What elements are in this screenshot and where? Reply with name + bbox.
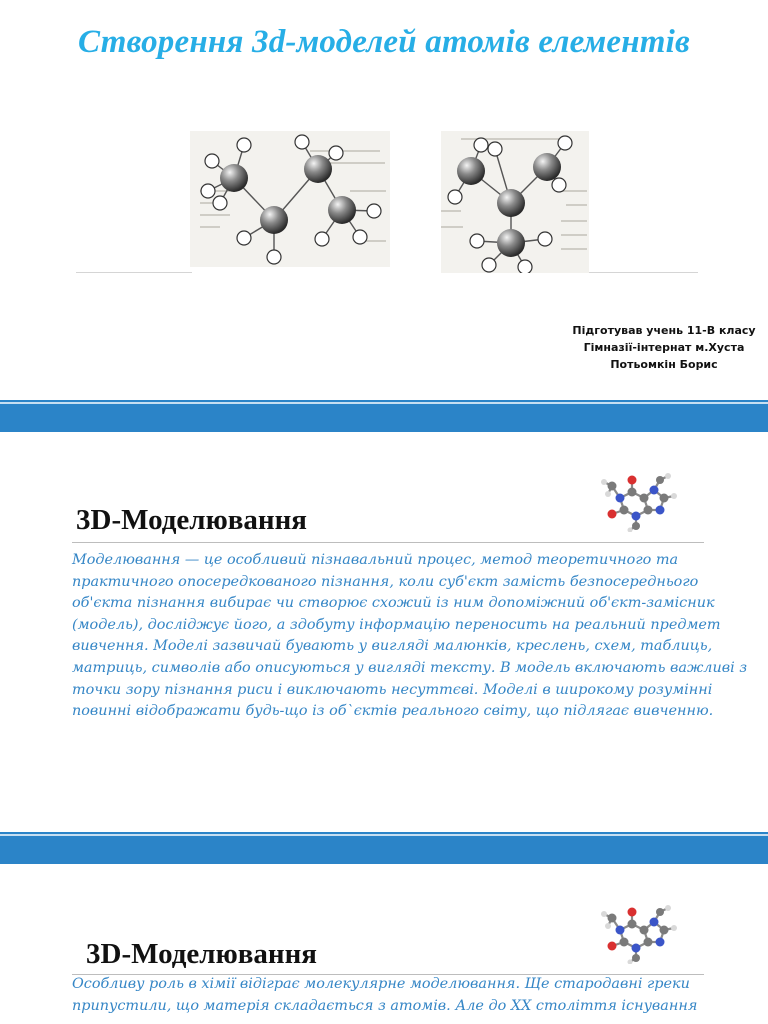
section-body-text-2: Особливу роль в хімії відіграє молекулярне моделювання. Ще стародавні греки припустили, що матерія складається з атомів. Але до XX століття існування (72, 976, 698, 1014)
content-slide-2 (0, 864, 768, 1024)
section-heading: 3D-Моделювання (76, 504, 307, 536)
slide-separator-band-2 (0, 832, 768, 864)
band-highlight-2 (0, 834, 768, 836)
content-slide-1 (0, 432, 768, 832)
caffeine-molecule-icon (596, 468, 680, 532)
title-slide (0, 0, 768, 400)
author-line-3: Потьомкін Борис (610, 358, 718, 371)
heading-rule (72, 542, 704, 543)
divider-left (76, 272, 192, 273)
divider-right (588, 272, 698, 273)
caffeine-molecule-icon-2 (596, 900, 680, 964)
section-heading-2: 3D-Моделювання (86, 938, 317, 970)
scanned-page-texture-icon (441, 131, 589, 273)
band-highlight (0, 402, 768, 404)
author-line-2: Гімназії-інтернат м.Хуста (583, 341, 745, 354)
section-body-text: Моделювання — це особливий пізнавальний процес, метод теоретичного та практичного опосередкованого пізнання, коли суб'єкт замість безпосереднього об'єкта пізнання вибирає чи створює схожий із ним допоміжний об'єкт-замісник (модель), досліджує його, а здобуту інформацію переносить на реальний предмет вивчення. Моделі зазвичай бувають у вигляді малюнків, креслень, схем, таблиць, матриць, символів або описуються у вигляді тексту. В модель включають важливі з точки зору пізнання риси і виключають несуттєві. Моделі в широкому розумінні повинні відображати будь-що із об`єктів реального світу, що підлягає вивченню. (72, 552, 748, 720)
scanned-page-texture-icon (190, 131, 390, 267)
author-line-1: Підготував учень 11-В класу (572, 324, 756, 337)
slide-title: Створення 3d-моделей атомів елементів (78, 24, 690, 60)
author-block (560, 322, 768, 373)
ball-and-stick-molecule-image (190, 131, 390, 267)
ball-and-stick-molecule-image-2 (441, 131, 589, 273)
slide-separator-band (0, 400, 768, 432)
